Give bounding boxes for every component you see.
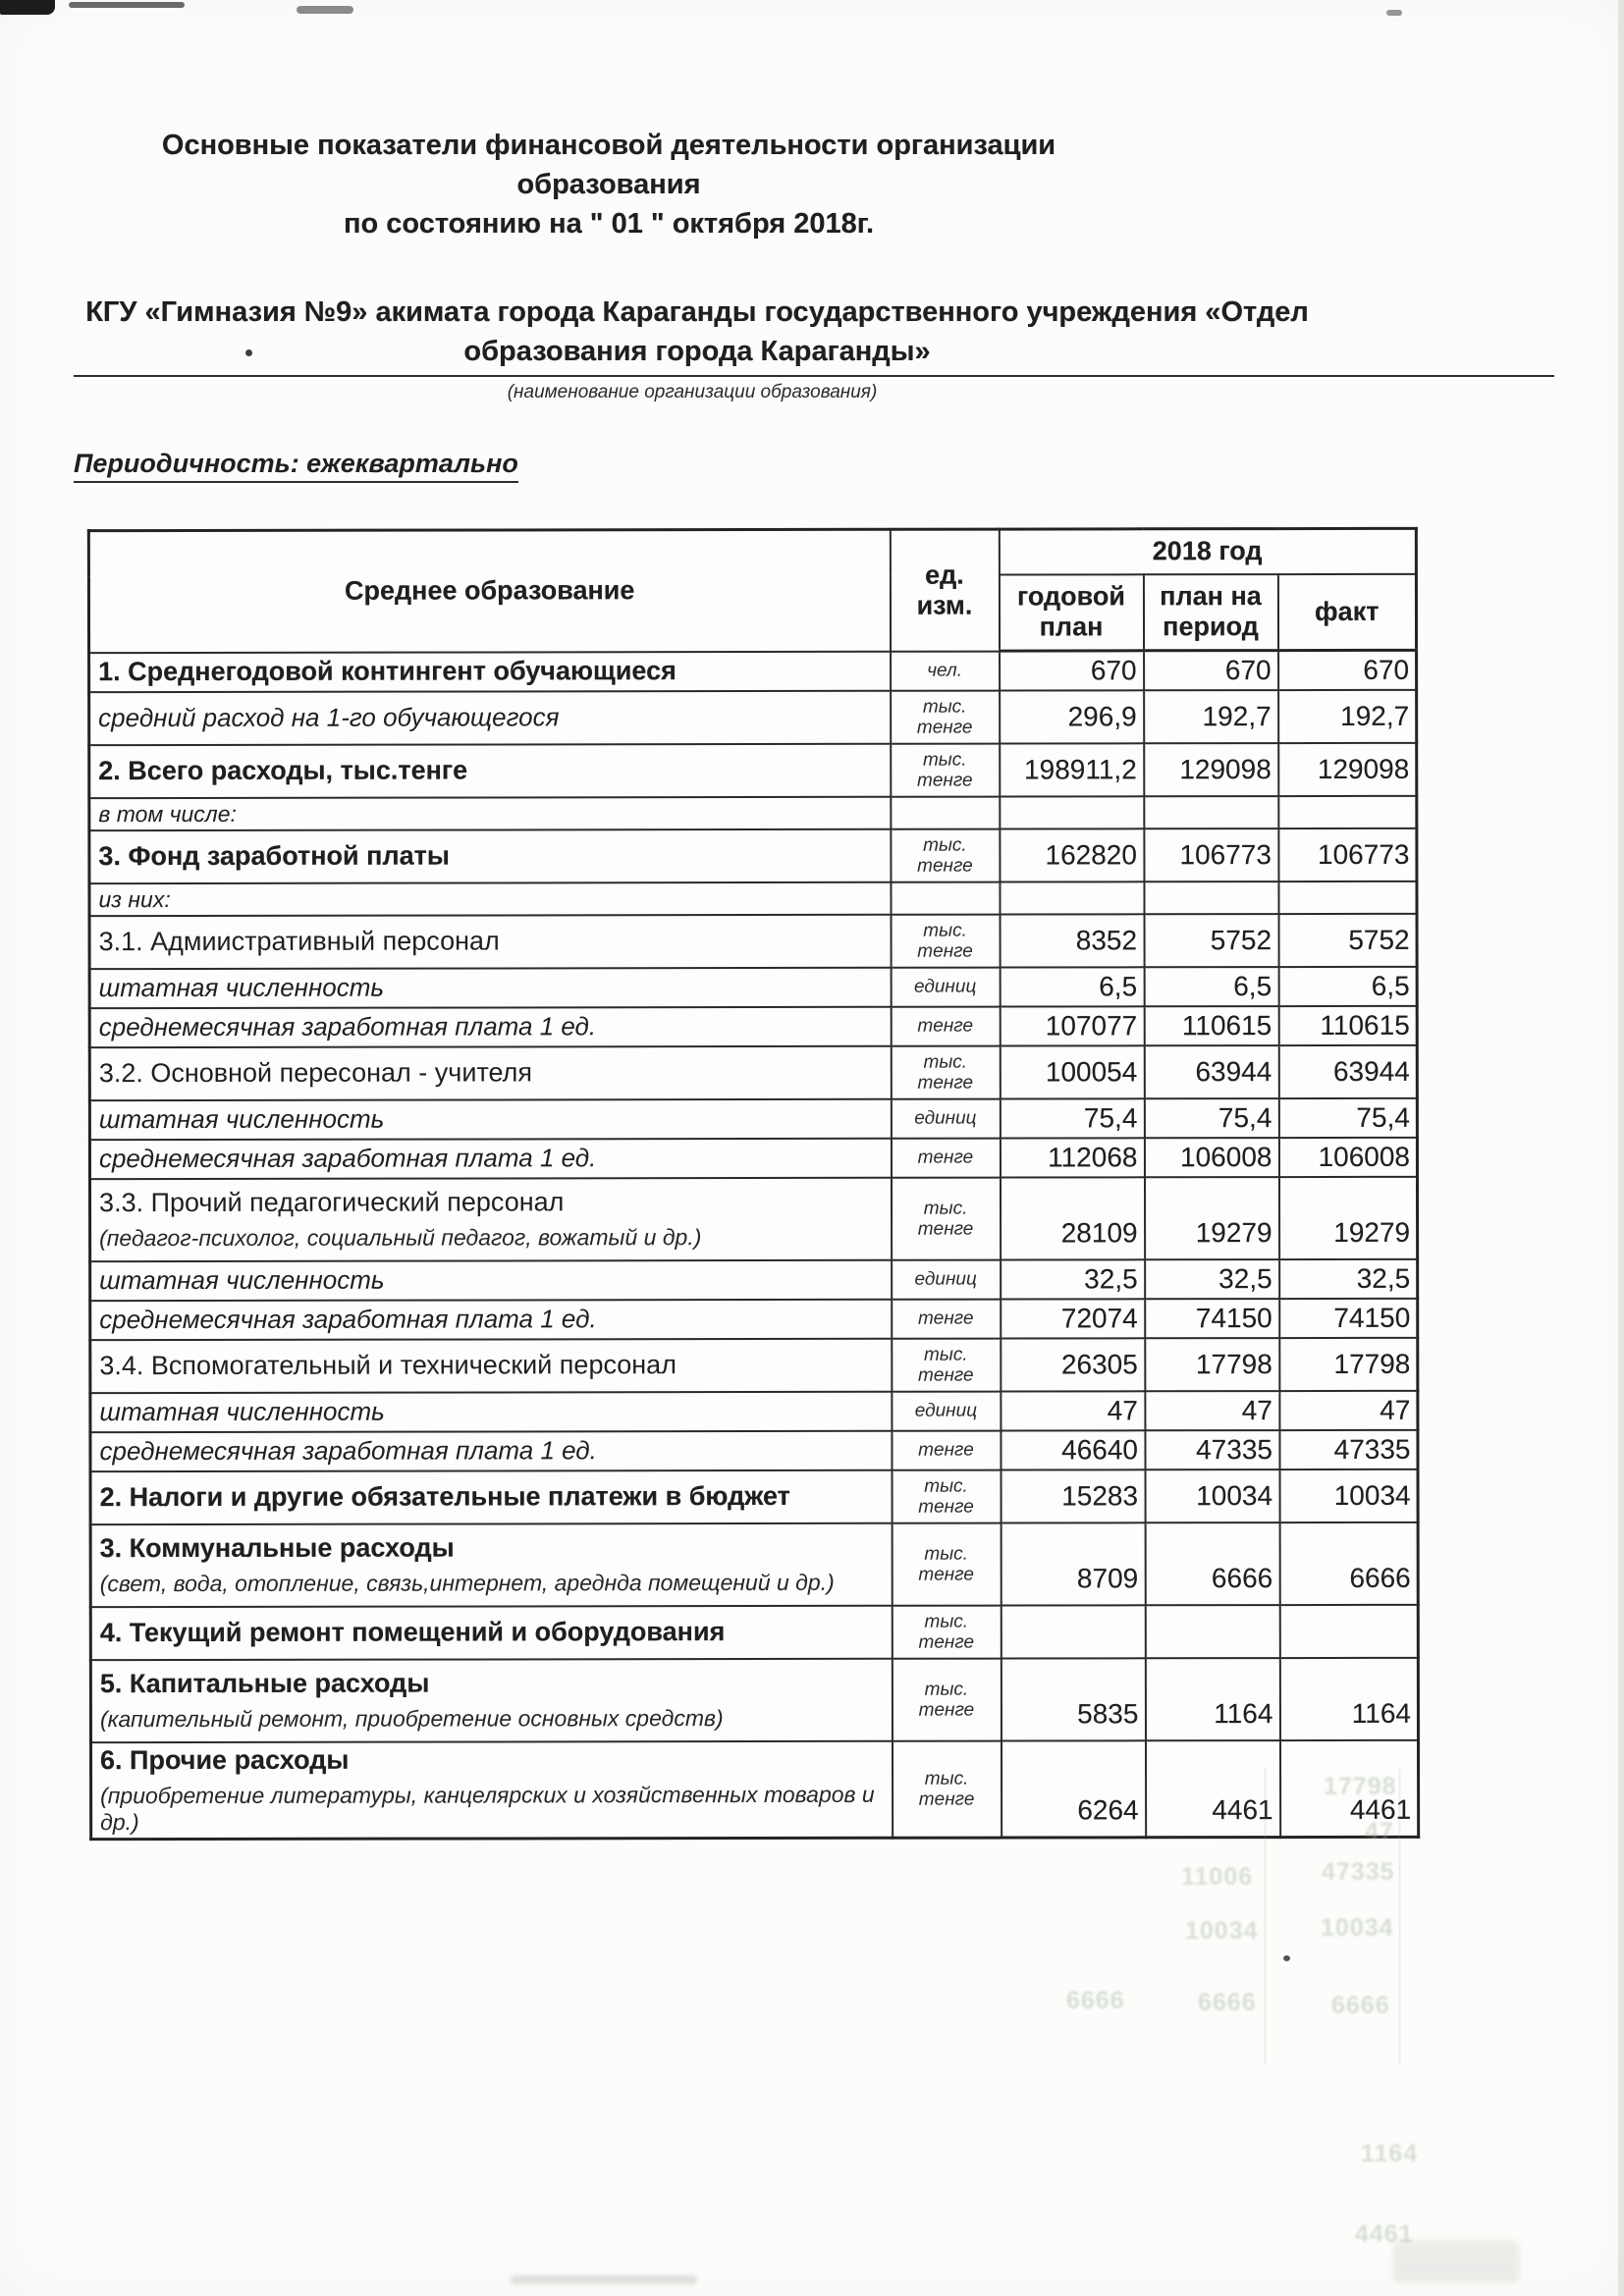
table-row	[89, 1097, 1417, 1139]
ghost-number: 4461	[1355, 2220, 1414, 2248]
row-value-cell: 47	[1001, 1391, 1145, 1430]
table-row	[89, 1137, 1417, 1178]
row-value-cell: 47335	[1145, 1430, 1279, 1469]
ghost-number: 10034	[1185, 1917, 1259, 1945]
row-unit-cell: единиц	[892, 1259, 1001, 1299]
row-unit-cell: единиц	[891, 967, 1000, 1006]
row-label: 2. Всего расходы, тыс.тенге	[98, 755, 468, 786]
table-row	[90, 1390, 1418, 1431]
row-value-cell: 19279	[1278, 1176, 1417, 1258]
column-header-year-group: 2018 год	[999, 528, 1416, 574]
scan-artifact	[1618, 0, 1624, 2296]
row-value-cell: 17798	[1279, 1337, 1418, 1390]
table-body	[89, 650, 1419, 1839]
ghost-number: 17798	[1324, 1773, 1397, 1800]
row-unit-cell: тенге	[891, 1006, 1000, 1045]
row-unit-cell: тыс. тенге	[892, 1605, 1001, 1658]
ghost-number: 11006	[1181, 1863, 1254, 1891]
ghost-number: 6666	[1198, 1989, 1257, 2016]
row-label-cell	[90, 1658, 892, 1741]
row-unit-cell: единиц	[892, 1391, 1001, 1430]
row-value-cell: 670	[1000, 651, 1144, 690]
scan-artifact	[511, 2275, 697, 2284]
table-row	[89, 966, 1417, 1007]
row-value-cell: 47	[1145, 1391, 1279, 1430]
row-value-cell: 75,4	[1000, 1098, 1144, 1138]
ghost-number: 47	[1365, 1818, 1394, 1845]
row-value-cell: 32,5	[1001, 1259, 1145, 1299]
table-row	[90, 1604, 1418, 1659]
row-unit-cell: тенге	[891, 1138, 1000, 1177]
row-label: штатная численность	[99, 1264, 385, 1296]
row-value-cell: 5752	[1278, 913, 1417, 966]
scan-artifact	[1392, 2240, 1520, 2283]
row-value-cell: 74150	[1145, 1299, 1279, 1338]
row-label-cell	[90, 1338, 892, 1392]
row-value-cell	[1279, 1604, 1418, 1657]
table-row	[89, 795, 1417, 829]
table-row	[90, 1739, 1418, 1839]
table-row	[90, 1522, 1418, 1606]
financial-indicators-table	[87, 527, 1420, 1841]
scan-artifact	[1386, 10, 1402, 16]
row-value-cell: 5835	[1001, 1658, 1145, 1740]
document-title-line1: Основные показатели финансовой деятельности организации образования	[161, 130, 1056, 200]
row-value-cell: 10034	[1145, 1469, 1279, 1522]
row-value-cell: 4461	[1279, 1739, 1418, 1837]
row-label: 4. Текущий ремонт помещений и оборудования	[99, 1617, 726, 1648]
row-label: 3. Фонд заработной платы	[98, 840, 450, 872]
row-value-cell: 8709	[1001, 1522, 1145, 1605]
column-header-fact: факт	[1277, 573, 1416, 650]
scan-artifact	[0, 0, 55, 15]
row-unit-cell: тыс. тенге	[891, 1177, 1000, 1259]
document-title	[113, 126, 1105, 243]
row-label: 3.1. Адмиистративный персонал	[98, 926, 500, 957]
row-value-cell: 670	[1144, 651, 1278, 690]
row-label-cell	[90, 1259, 892, 1300]
row-label: среднемесячная заработная плата 1 ед.	[98, 1143, 597, 1174]
row-label-cell	[90, 1391, 892, 1431]
row-label-cell	[89, 828, 891, 882]
row-value-cell: 32,5	[1145, 1259, 1279, 1299]
row-label-cell	[89, 1045, 891, 1099]
row-label-cell	[89, 1006, 891, 1046]
row-unit-cell: тыс. тенге	[891, 690, 1000, 743]
ghost-number: 47335	[1322, 1858, 1395, 1886]
row-label-cell	[89, 796, 891, 829]
row-value-cell: 670	[1278, 650, 1417, 689]
row-value-cell: 6,5	[1144, 967, 1278, 1006]
row-value-cell: 8352	[1000, 914, 1144, 967]
table-row	[90, 1258, 1418, 1300]
row-sublabel: (приобретение литературы, канцелярских и хозяйственных товаров и др.)	[100, 1781, 875, 1835]
table-row	[89, 742, 1417, 797]
row-value-cell: 6,5	[1278, 966, 1417, 1005]
column-header-annual-plan: годовой план	[999, 574, 1143, 651]
row-unit-cell: тыс. тенге	[891, 914, 1000, 967]
row-value-cell: 198911,2	[1000, 743, 1144, 796]
row-value-cell: 63944	[1278, 1044, 1417, 1097]
row-value-cell: 6264	[1001, 1740, 1145, 1838]
table-row	[89, 1176, 1417, 1260]
row-label-cell	[89, 1098, 891, 1139]
organization-name	[69, 293, 1326, 371]
row-label: штатная численность	[98, 1103, 385, 1135]
row-label: 1. Среднегодовой контингент обучающиеся	[98, 656, 677, 687]
row-value-cell: 75,4	[1278, 1097, 1417, 1137]
table-header-row-top	[88, 528, 1416, 575]
row-value-cell: 106008	[1278, 1137, 1417, 1176]
row-unit-cell: тыс. тенге	[892, 1338, 1001, 1391]
row-label: 3. Коммунальные расходы	[99, 1532, 455, 1564]
row-label-cell	[89, 743, 891, 797]
row-value-cell: 63944	[1144, 1045, 1278, 1098]
row-value-cell	[1145, 1605, 1279, 1658]
organization-name-line1: КГУ «Гимназия №9» акимата города Караганды государственного учреждения «Отдел	[85, 296, 1309, 328]
row-value-cell: 296,9	[1000, 690, 1144, 743]
row-label-cell	[90, 1605, 892, 1659]
column-header-unit: ед. изм.	[890, 529, 999, 651]
row-unit-cell: тыс. тенге	[891, 743, 1000, 796]
row-value-cell: 112068	[1000, 1138, 1144, 1177]
row-value-cell	[1001, 1605, 1145, 1658]
row-value-cell: 106773	[1144, 828, 1278, 881]
column-header-period-plan: план на период	[1143, 574, 1277, 651]
row-unit-cell	[891, 881, 1000, 914]
row-value-cell: 6666	[1145, 1522, 1279, 1605]
row-value-cell	[1000, 881, 1144, 914]
row-label: средний расход на 1-го обучающегося	[98, 702, 560, 733]
row-label-cell	[90, 1299, 892, 1339]
row-label-cell	[89, 881, 891, 915]
row-label-cell	[90, 1469, 892, 1523]
table-row	[89, 689, 1417, 744]
table-row	[90, 1337, 1418, 1392]
row-unit-cell: тыс. тенге	[892, 1522, 1001, 1605]
row-unit-cell: тыс. тенге	[892, 1658, 1001, 1740]
table-row	[89, 1005, 1417, 1046]
row-value-cell: 26305	[1001, 1338, 1145, 1391]
row-value-cell	[1000, 796, 1144, 828]
row-unit-cell	[891, 796, 1000, 828]
row-label: 6. Прочие расходы	[99, 1744, 350, 1775]
row-value-cell	[1144, 796, 1278, 828]
scan-artifact	[1283, 1955, 1290, 1961]
row-unit-cell: тыс. тенге	[891, 828, 1000, 881]
row-value-cell: 75,4	[1144, 1098, 1278, 1138]
row-label: 2. Налоги и другие обязательные платежи в бюджет	[99, 1480, 790, 1513]
row-label: 3.3. Прочий педагогический персонал	[99, 1187, 565, 1218]
scan-artifact	[245, 349, 252, 356]
row-value-cell	[1278, 795, 1417, 828]
row-label-cell	[89, 914, 891, 968]
row-value-cell: 74150	[1279, 1298, 1418, 1337]
row-value-cell: 10034	[1279, 1468, 1418, 1522]
row-sublabel: (педагог-психолог, социальный педагог, вожатый и др.)	[99, 1224, 702, 1252]
row-label: в том числе:	[98, 800, 237, 827]
row-value-cell	[1144, 881, 1278, 914]
row-label: штатная численность	[98, 972, 385, 1003]
table-header	[88, 528, 1416, 652]
row-label-cell	[89, 690, 891, 744]
ghost-number: 6666	[1066, 1987, 1125, 2014]
row-value-cell: 110615	[1278, 1005, 1417, 1044]
row-sublabel: (свет, вода, отопление, связь,интернет, ареднда помещений и др.)	[99, 1569, 835, 1597]
row-label: среднемесячная заработная плата 1 ед.	[99, 1304, 597, 1335]
row-value-cell: 192,7	[1278, 689, 1417, 742]
row-label: среднемесячная заработная плата 1 ед.	[98, 1011, 597, 1042]
row-value-cell: 110615	[1144, 1006, 1278, 1045]
row-label-cell	[90, 1522, 892, 1606]
table-row	[89, 913, 1417, 968]
row-value-cell: 192,7	[1144, 690, 1278, 743]
row-label: из них:	[98, 885, 171, 912]
row-value-cell: 72074	[1001, 1299, 1145, 1338]
row-value-cell: 129098	[1278, 742, 1417, 795]
row-value-cell: 1164	[1145, 1658, 1279, 1740]
row-value-cell	[1278, 881, 1417, 913]
organization-name-line2: образования города Караганды»	[463, 336, 931, 367]
row-value-cell: 162820	[1000, 828, 1144, 881]
row-unit-cell: тыс. тенге	[892, 1740, 1001, 1838]
scan-artifact	[69, 2, 185, 8]
row-value-cell: 107077	[1000, 1006, 1144, 1045]
table-row	[90, 1298, 1418, 1339]
ghost-number: 10034	[1321, 1914, 1394, 1942]
ghost-number: 6666	[1331, 1992, 1390, 2019]
row-value-cell: 5752	[1144, 914, 1278, 967]
row-value-cell: 100054	[1000, 1045, 1144, 1098]
row-unit-cell: тенге	[892, 1430, 1001, 1469]
row-value-cell: 106773	[1278, 828, 1417, 881]
row-value-cell: 106008	[1144, 1138, 1278, 1177]
row-unit-cell: тыс. тенге	[892, 1469, 1001, 1522]
row-label-cell	[89, 967, 891, 1007]
row-label: среднемесячная заработная плата 1 ед.	[99, 1435, 597, 1467]
ghost-number: 1164	[1361, 2140, 1419, 2167]
row-label-cell	[90, 1430, 892, 1470]
row-label: штатная численность	[99, 1396, 385, 1427]
column-header-subject: Среднее образование	[88, 529, 890, 652]
table-row	[89, 1044, 1417, 1099]
row-value-cell: 47	[1279, 1390, 1418, 1429]
table-row	[90, 1657, 1418, 1741]
row-label: 5. Капитальные расходы	[99, 1668, 430, 1699]
row-value-cell: 1164	[1279, 1657, 1418, 1739]
table-row	[89, 881, 1417, 915]
row-label: 3.4. Вспомогательный и технический персонал	[99, 1350, 677, 1381]
row-value-cell: 129098	[1144, 743, 1278, 796]
row-sublabel: (капительный ремонт, приобретение основных средств)	[99, 1705, 724, 1733]
row-unit-cell: чел.	[891, 651, 1000, 690]
table-row	[89, 828, 1417, 882]
row-value-cell: 15283	[1001, 1469, 1145, 1522]
row-value-cell: 6,5	[1000, 967, 1144, 1006]
row-label: 3.2. Основной пересонал - учителя	[98, 1057, 533, 1089]
row-label-cell	[89, 1177, 891, 1260]
row-label-cell	[89, 1138, 891, 1178]
scan-artifact	[297, 6, 353, 14]
table-row	[89, 650, 1417, 691]
row-unit-cell: тыс. тенге	[891, 1045, 1000, 1098]
organization-name-underline	[74, 375, 1554, 377]
row-value-cell: 32,5	[1279, 1258, 1418, 1298]
periodicity-line	[74, 449, 1624, 483]
table-row	[90, 1468, 1418, 1523]
organization-name-caption: (наименование организации образования)	[507, 382, 878, 402]
row-label-cell	[89, 651, 891, 691]
document-title-line2: по состоянию на " 01 " октября 2018г.	[343, 208, 875, 240]
row-unit-cell: единиц	[891, 1098, 1000, 1138]
row-value-cell: 47335	[1279, 1429, 1418, 1468]
row-unit-cell: тенге	[892, 1299, 1001, 1338]
periodicity-text: Периодичность: ежеквартально	[74, 449, 518, 483]
row-value-cell: 6666	[1279, 1522, 1418, 1604]
row-value-cell: 4461	[1145, 1740, 1279, 1838]
table-row	[90, 1429, 1418, 1470]
row-label-cell	[90, 1740, 892, 1839]
row-value-cell: 46640	[1001, 1430, 1145, 1469]
row-value-cell: 19279	[1144, 1177, 1278, 1259]
row-value-cell: 17798	[1145, 1338, 1279, 1391]
row-value-cell: 28109	[1000, 1177, 1144, 1259]
